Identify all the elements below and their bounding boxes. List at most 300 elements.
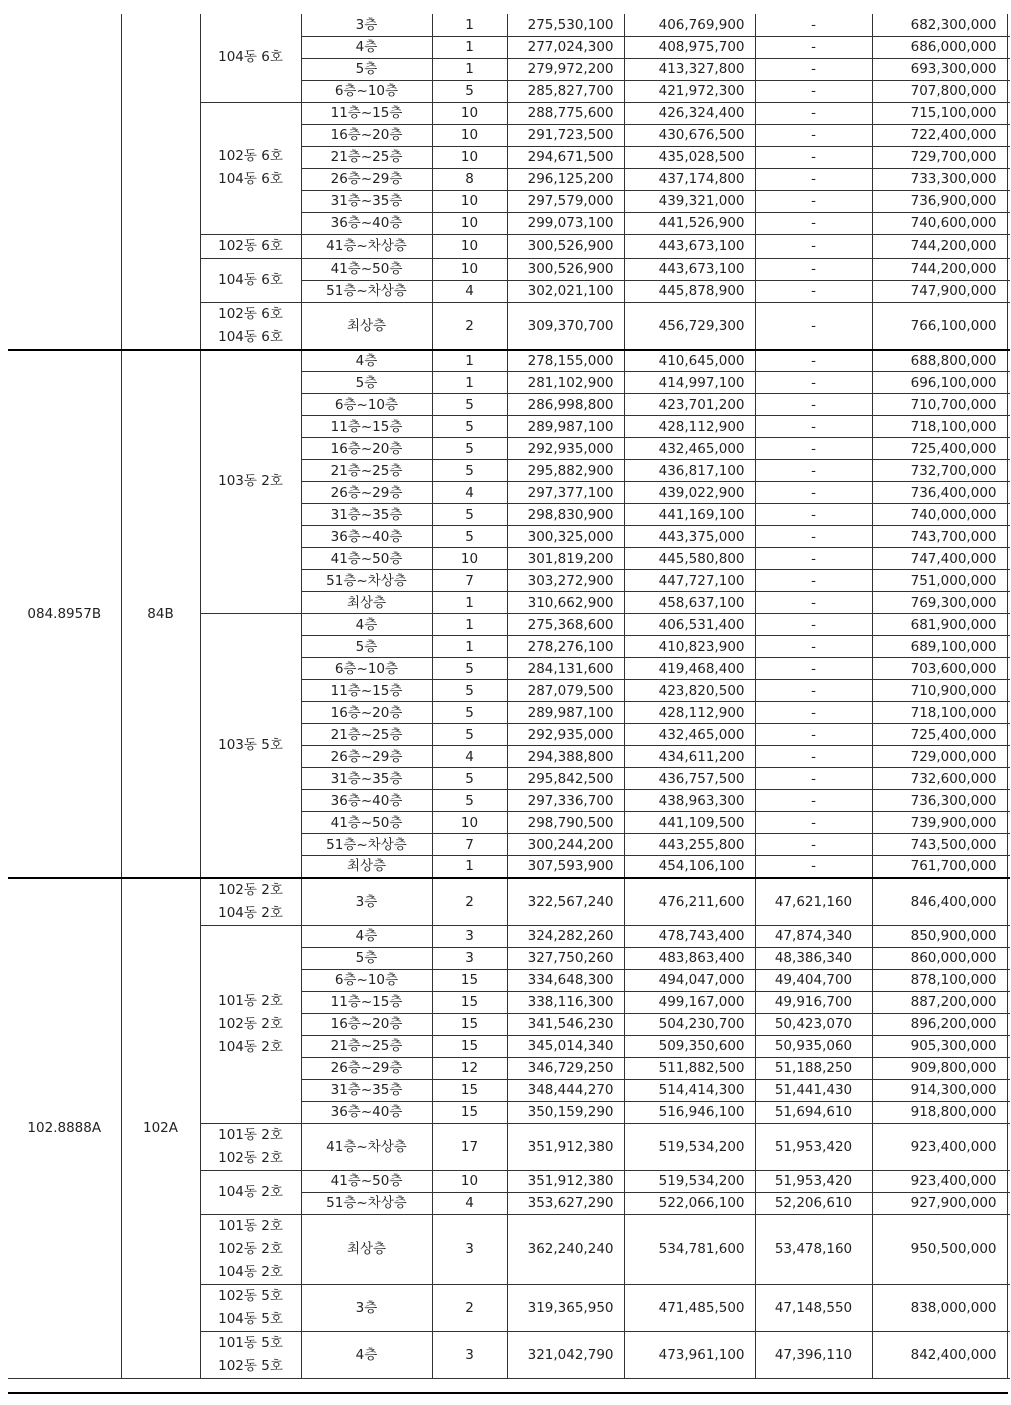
trailing-cell <box>1007 856 1010 878</box>
vat-cell: - <box>755 280 872 302</box>
total-price-cell: 846,400,000 <box>872 878 1007 926</box>
building-price-cell: 478,743,400 <box>624 925 755 947</box>
building-price-cell: 435,028,500 <box>624 146 755 168</box>
total-price-cell: 923,400,000 <box>872 1123 1007 1170</box>
total-price-cell: 838,000,000 <box>872 1284 1007 1331</box>
vat-cell: - <box>755 168 872 190</box>
vat-cell: 51,694,610 <box>755 1101 872 1123</box>
vat-cell: - <box>755 372 872 394</box>
dong-label: 102동 5호 <box>218 1357 283 1374</box>
total-price-cell: 729,000,000 <box>872 746 1007 768</box>
type-short-cell: 102A <box>121 878 200 1379</box>
land-price-cell: 277,024,300 <box>507 36 624 58</box>
trailing-cell <box>1007 460 1010 482</box>
total-price-cell: 850,900,000 <box>872 925 1007 947</box>
floor-cell: 51층~차상층 <box>301 570 432 592</box>
building-price-cell: 476,211,600 <box>624 878 755 926</box>
trailing-cell <box>1007 80 1010 102</box>
price-table <box>8 14 1010 1379</box>
total-price-cell: 681,900,000 <box>872 614 1007 636</box>
vat-cell: 47,396,110 <box>755 1331 872 1378</box>
building-price-cell: 447,727,100 <box>624 570 755 592</box>
unit-count-cell: 15 <box>432 969 507 991</box>
unit-count-cell: 1 <box>432 58 507 80</box>
floor-cell: 26층~29층 <box>301 482 432 504</box>
floor-cell: 6층~10층 <box>301 394 432 416</box>
total-price-cell: 725,400,000 <box>872 438 1007 460</box>
floor-cell: 26층~29층 <box>301 746 432 768</box>
total-price-cell: 736,400,000 <box>872 482 1007 504</box>
unit-count-cell: 5 <box>432 658 507 680</box>
floor-cell: 5층 <box>301 636 432 658</box>
building-price-cell: 432,465,000 <box>624 438 755 460</box>
total-price-cell: 950,500,000 <box>872 1214 1007 1284</box>
unit-count-cell: 10 <box>432 190 507 212</box>
unit-count-cell: 1 <box>432 372 507 394</box>
building-price-cell: 519,534,200 <box>624 1170 755 1192</box>
vat-cell: - <box>755 124 872 146</box>
vat-cell: - <box>755 234 872 258</box>
trailing-cell <box>1007 394 1010 416</box>
vat-cell: 48,386,340 <box>755 947 872 969</box>
floor-cell: 41층~50층 <box>301 258 432 280</box>
building-price-cell: 514,414,300 <box>624 1079 755 1101</box>
dong-label: 102동 6호 <box>218 148 283 164</box>
trailing-cell <box>1007 812 1010 834</box>
land-price-cell: 281,102,900 <box>507 372 624 394</box>
floor-cell: 41층~50층 <box>301 1170 432 1192</box>
building-price-cell: 473,961,100 <box>624 1331 755 1378</box>
vat-cell: 53,478,160 <box>755 1214 872 1284</box>
unit-count-cell: 8 <box>432 168 507 190</box>
building-price-cell: 522,066,100 <box>624 1192 755 1214</box>
dong-cell <box>200 925 301 1123</box>
land-price-cell: 294,388,800 <box>507 746 624 768</box>
building-price-cell: 499,167,000 <box>624 991 755 1013</box>
vat-cell: - <box>755 614 872 636</box>
vat-cell: - <box>755 548 872 570</box>
total-price-cell: 688,800,000 <box>872 350 1007 372</box>
trailing-cell <box>1007 724 1010 746</box>
trailing-cell <box>1007 636 1010 658</box>
trailing-cell <box>1007 146 1010 168</box>
total-price-cell: 923,400,000 <box>872 1170 1007 1192</box>
building-price-cell: 519,534,200 <box>624 1123 755 1170</box>
vat-cell: - <box>755 592 872 614</box>
dong-label: 104동 6호 <box>218 328 283 345</box>
total-price-cell: 860,000,000 <box>872 947 1007 969</box>
land-price-cell: 350,159,290 <box>507 1101 624 1123</box>
total-price-cell: 769,300,000 <box>872 592 1007 614</box>
trailing-cell <box>1007 834 1010 856</box>
floor-cell: 6층~10층 <box>301 658 432 680</box>
total-price-cell: 710,700,000 <box>872 394 1007 416</box>
land-price-cell: 288,775,600 <box>507 102 624 124</box>
dong-label: 103동 2호 <box>218 473 283 490</box>
building-price-cell: 410,823,900 <box>624 636 755 658</box>
dong-label: 103동 5호 <box>218 736 283 753</box>
building-price-cell: 504,230,700 <box>624 1013 755 1035</box>
total-price-cell: 747,900,000 <box>872 280 1007 302</box>
unit-count-cell: 5 <box>432 724 507 746</box>
trailing-cell <box>1007 416 1010 438</box>
land-price-cell: 301,819,200 <box>507 548 624 570</box>
dong-label: 102동 2호 <box>218 1149 283 1166</box>
total-price-cell: 743,700,000 <box>872 526 1007 548</box>
land-price-cell: 300,325,000 <box>507 526 624 548</box>
land-price-cell: 321,042,790 <box>507 1331 624 1378</box>
dong-label: 104동 6호 <box>218 271 283 288</box>
total-price-cell: 740,600,000 <box>872 212 1007 234</box>
land-price-cell: 348,444,270 <box>507 1079 624 1101</box>
floor-cell: 26층~29층 <box>301 168 432 190</box>
building-price-cell: 408,975,700 <box>624 36 755 58</box>
trailing-cell <box>1007 790 1010 812</box>
floor-cell: 36층~40층 <box>301 1101 432 1123</box>
building-price-cell: 421,972,300 <box>624 80 755 102</box>
land-price-cell: 351,912,380 <box>507 1123 624 1170</box>
total-price-cell: 918,800,000 <box>872 1101 1007 1123</box>
floor-cell: 최상층 <box>301 592 432 614</box>
unit-count-cell: 1 <box>432 636 507 658</box>
dong-label: 104동 2호 <box>218 1183 283 1200</box>
dong-label: 101동 5호 <box>218 1334 283 1351</box>
total-price-cell: 896,200,000 <box>872 1013 1007 1035</box>
total-price-cell: 842,400,000 <box>872 1331 1007 1378</box>
building-price-cell: 494,047,000 <box>624 969 755 991</box>
trailing-cell <box>1007 438 1010 460</box>
land-price-cell: 286,998,800 <box>507 394 624 416</box>
land-price-cell: 300,244,200 <box>507 834 624 856</box>
unit-count-cell: 10 <box>432 1170 507 1192</box>
land-price-cell: 310,662,900 <box>507 592 624 614</box>
trailing-cell <box>1007 702 1010 724</box>
land-price-cell: 300,526,900 <box>507 258 624 280</box>
unit-count-cell: 4 <box>432 1192 507 1214</box>
land-price-cell: 275,530,100 <box>507 14 624 36</box>
vat-cell: - <box>755 768 872 790</box>
vat-cell: 47,621,160 <box>755 878 872 926</box>
vat-cell: - <box>755 526 872 548</box>
floor-cell: 41층~차상층 <box>301 234 432 258</box>
vat-cell: 47,148,550 <box>755 1284 872 1331</box>
unit-count-cell: 15 <box>432 1035 507 1057</box>
vat-cell: - <box>755 570 872 592</box>
dong-cell <box>200 1214 301 1284</box>
building-price-cell: 430,676,500 <box>624 124 755 146</box>
unit-count-cell: 5 <box>432 790 507 812</box>
dong-cell <box>200 302 301 350</box>
land-price-cell: 341,546,230 <box>507 1013 624 1035</box>
land-price-cell: 295,882,900 <box>507 460 624 482</box>
total-price-cell: 744,200,000 <box>872 258 1007 280</box>
building-price-cell: 419,468,400 <box>624 658 755 680</box>
floor-cell: 51층~차상층 <box>301 1192 432 1214</box>
trailing-cell <box>1007 1057 1010 1079</box>
land-price-cell: 289,987,100 <box>507 702 624 724</box>
land-price-cell: 292,935,000 <box>507 438 624 460</box>
trailing-cell <box>1007 58 1010 80</box>
type-short-cell <box>121 14 200 350</box>
land-price-cell: 295,842,500 <box>507 768 624 790</box>
dong-label: 101동 2호 <box>218 1217 283 1234</box>
total-price-cell: 682,300,000 <box>872 14 1007 36</box>
unit-count-cell: 10 <box>432 102 507 124</box>
land-price-cell: 292,935,000 <box>507 724 624 746</box>
building-price-cell: 456,729,300 <box>624 302 755 350</box>
total-price-cell: 736,900,000 <box>872 190 1007 212</box>
total-price-cell: 766,100,000 <box>872 302 1007 350</box>
land-price-cell: 299,073,100 <box>507 212 624 234</box>
floor-cell: 4층 <box>301 1331 432 1378</box>
building-price-cell: 414,997,100 <box>624 372 755 394</box>
trailing-cell <box>1007 482 1010 504</box>
total-price-cell: 740,000,000 <box>872 504 1007 526</box>
unit-count-cell: 7 <box>432 570 507 592</box>
vat-cell: - <box>755 460 872 482</box>
floor-cell: 최상층 <box>301 1214 432 1284</box>
unit-count-cell: 15 <box>432 1101 507 1123</box>
vat-cell: - <box>755 212 872 234</box>
building-price-cell: 443,673,100 <box>624 234 755 258</box>
floor-cell: 최상층 <box>301 302 432 350</box>
building-price-cell: 423,820,500 <box>624 680 755 702</box>
table-bottom-border <box>8 1392 1008 1394</box>
unit-count-cell: 15 <box>432 991 507 1013</box>
floor-cell: 16층~20층 <box>301 702 432 724</box>
total-price-cell: 715,100,000 <box>872 102 1007 124</box>
floor-cell: 5층 <box>301 372 432 394</box>
land-price-cell: 297,377,100 <box>507 482 624 504</box>
building-price-cell: 483,863,400 <box>624 947 755 969</box>
dong-label: 101동 2호 <box>218 992 283 1009</box>
land-price-cell: 334,648,300 <box>507 969 624 991</box>
table-row <box>8 350 1010 372</box>
unit-count-cell: 5 <box>432 768 507 790</box>
floor-cell: 4층 <box>301 350 432 372</box>
unit-count-cell: 5 <box>432 526 507 548</box>
building-price-cell: 426,324,400 <box>624 102 755 124</box>
unit-count-cell: 12 <box>432 1057 507 1079</box>
trailing-cell <box>1007 925 1010 947</box>
trailing-cell <box>1007 592 1010 614</box>
total-price-cell: 686,000,000 <box>872 36 1007 58</box>
trailing-cell <box>1007 302 1010 350</box>
building-price-cell: 413,327,800 <box>624 58 755 80</box>
land-price-cell: 284,131,600 <box>507 658 624 680</box>
floor-cell: 21층~25층 <box>301 724 432 746</box>
total-price-cell: 747,400,000 <box>872 548 1007 570</box>
unit-count-cell: 10 <box>432 212 507 234</box>
building-price-cell: 471,485,500 <box>624 1284 755 1331</box>
trailing-cell <box>1007 1035 1010 1057</box>
unit-count-cell: 5 <box>432 702 507 724</box>
trailing-cell <box>1007 14 1010 36</box>
total-price-cell: 703,600,000 <box>872 658 1007 680</box>
floor-cell: 41층~차상층 <box>301 1123 432 1170</box>
total-price-cell: 927,900,000 <box>872 1192 1007 1214</box>
type-code-cell: 084.8957B <box>8 350 121 878</box>
total-price-cell: 743,500,000 <box>872 834 1007 856</box>
land-price-cell: 351,912,380 <box>507 1170 624 1192</box>
land-price-cell: 309,370,700 <box>507 302 624 350</box>
floor-cell: 5층 <box>301 58 432 80</box>
unit-count-cell: 3 <box>432 947 507 969</box>
land-price-cell: 298,830,900 <box>507 504 624 526</box>
unit-count-cell: 10 <box>432 258 507 280</box>
dong-cell <box>200 1331 301 1378</box>
total-price-cell: 732,600,000 <box>872 768 1007 790</box>
building-price-cell: 458,637,100 <box>624 592 755 614</box>
floor-cell: 3층 <box>301 14 432 36</box>
building-price-cell: 534,781,600 <box>624 1214 755 1284</box>
unit-count-cell: 2 <box>432 1284 507 1331</box>
vat-cell: - <box>755 680 872 702</box>
building-price-cell: 406,769,900 <box>624 14 755 36</box>
building-price-cell: 437,174,800 <box>624 168 755 190</box>
unit-count-cell: 1 <box>432 14 507 36</box>
total-price-cell: 732,700,000 <box>872 460 1007 482</box>
land-price-cell: 278,276,100 <box>507 636 624 658</box>
building-price-cell: 454,106,100 <box>624 856 755 878</box>
trailing-cell <box>1007 372 1010 394</box>
building-price-cell: 441,526,900 <box>624 212 755 234</box>
type-code-cell: 102.8888A <box>8 878 121 1379</box>
trailing-cell <box>1007 1079 1010 1101</box>
total-price-cell: 722,400,000 <box>872 124 1007 146</box>
dong-label: 101동 2호 <box>218 1126 283 1143</box>
vat-cell: - <box>755 812 872 834</box>
vat-cell: - <box>755 302 872 350</box>
building-price-cell: 436,757,500 <box>624 768 755 790</box>
floor-cell: 36층~40층 <box>301 790 432 812</box>
vat-cell: - <box>755 58 872 80</box>
dong-label: 102동 2호 <box>218 1240 283 1257</box>
land-price-cell: 307,593,900 <box>507 856 624 878</box>
building-price-cell: 432,465,000 <box>624 724 755 746</box>
total-price-cell: 718,100,000 <box>872 702 1007 724</box>
dong-cell <box>200 1284 301 1331</box>
unit-count-cell: 5 <box>432 416 507 438</box>
building-price-cell: 434,611,200 <box>624 746 755 768</box>
vat-cell: - <box>755 14 872 36</box>
dong-cell <box>200 14 301 102</box>
type-short-cell: 84B <box>121 350 200 878</box>
trailing-cell <box>1007 190 1010 212</box>
floor-cell: 51층~차상층 <box>301 280 432 302</box>
land-price-cell: 327,750,260 <box>507 947 624 969</box>
vat-cell: - <box>755 724 872 746</box>
building-price-cell: 443,375,000 <box>624 526 755 548</box>
unit-count-cell: 4 <box>432 482 507 504</box>
building-price-cell: 445,878,900 <box>624 280 755 302</box>
trailing-cell <box>1007 124 1010 146</box>
unit-count-cell: 15 <box>432 1013 507 1035</box>
building-price-cell: 423,701,200 <box>624 394 755 416</box>
floor-cell: 11층~15층 <box>301 680 432 702</box>
total-price-cell: 905,300,000 <box>872 1035 1007 1057</box>
trailing-cell <box>1007 258 1010 280</box>
building-price-cell: 441,169,100 <box>624 504 755 526</box>
total-price-cell: 725,400,000 <box>872 724 1007 746</box>
trailing-cell <box>1007 658 1010 680</box>
total-price-cell: 707,800,000 <box>872 80 1007 102</box>
dong-label: 104동 2호 <box>218 904 283 921</box>
trailing-cell <box>1007 614 1010 636</box>
trailing-cell <box>1007 1214 1010 1284</box>
building-price-cell: 428,112,900 <box>624 702 755 724</box>
total-price-cell: 739,900,000 <box>872 812 1007 834</box>
trailing-cell <box>1007 1192 1010 1214</box>
vat-cell: 52,206,610 <box>755 1192 872 1214</box>
table-body <box>8 14 1010 1378</box>
unit-count-cell: 17 <box>432 1123 507 1170</box>
building-price-cell: 406,531,400 <box>624 614 755 636</box>
land-price-cell: 322,567,240 <box>507 878 624 926</box>
vat-cell: - <box>755 350 872 372</box>
trailing-cell <box>1007 526 1010 548</box>
trailing-cell <box>1007 878 1010 926</box>
trailing-cell <box>1007 768 1010 790</box>
floor-cell: 4층 <box>301 36 432 58</box>
vat-cell: - <box>755 856 872 878</box>
building-price-cell: 443,673,100 <box>624 258 755 280</box>
unit-count-cell: 5 <box>432 438 507 460</box>
total-price-cell: 729,700,000 <box>872 146 1007 168</box>
floor-cell: 11층~15층 <box>301 991 432 1013</box>
dong-cell <box>200 1123 301 1170</box>
dong-label: 104동 6호 <box>218 49 283 66</box>
vat-cell: - <box>755 636 872 658</box>
floor-cell: 36층~40층 <box>301 526 432 548</box>
unit-count-cell: 5 <box>432 504 507 526</box>
floor-cell: 21층~25층 <box>301 146 432 168</box>
unit-count-cell: 1 <box>432 592 507 614</box>
unit-count-cell: 10 <box>432 548 507 570</box>
floor-cell: 6층~10층 <box>301 969 432 991</box>
floor-cell: 31층~35층 <box>301 190 432 212</box>
trailing-cell <box>1007 947 1010 969</box>
unit-count-cell: 3 <box>432 1331 507 1378</box>
trailing-cell <box>1007 680 1010 702</box>
trailing-cell <box>1007 1284 1010 1331</box>
trailing-cell <box>1007 548 1010 570</box>
building-price-cell: 509,350,600 <box>624 1035 755 1057</box>
vat-cell: - <box>755 394 872 416</box>
dong-label: 102동 5호 <box>218 1287 283 1304</box>
land-price-cell: 324,282,260 <box>507 925 624 947</box>
building-price-cell: 441,109,500 <box>624 812 755 834</box>
total-price-cell: 887,200,000 <box>872 991 1007 1013</box>
building-price-cell: 436,817,100 <box>624 460 755 482</box>
vat-cell: - <box>755 438 872 460</box>
total-price-cell: 736,300,000 <box>872 790 1007 812</box>
unit-count-cell: 1 <box>432 614 507 636</box>
vat-cell: - <box>755 482 872 504</box>
floor-cell: 31층~35층 <box>301 504 432 526</box>
building-price-cell: 438,963,300 <box>624 790 755 812</box>
vat-cell: - <box>755 36 872 58</box>
land-price-cell: 297,336,700 <box>507 790 624 812</box>
floor-cell: 6층~10층 <box>301 80 432 102</box>
dong-label: 104동 2호 <box>218 1038 283 1055</box>
dong-cell <box>200 350 301 614</box>
vat-cell: 51,188,250 <box>755 1057 872 1079</box>
dong-label: 104동 5호 <box>218 1310 283 1327</box>
trailing-cell <box>1007 991 1010 1013</box>
unit-count-cell: 1 <box>432 36 507 58</box>
unit-count-cell: 3 <box>432 1214 507 1284</box>
